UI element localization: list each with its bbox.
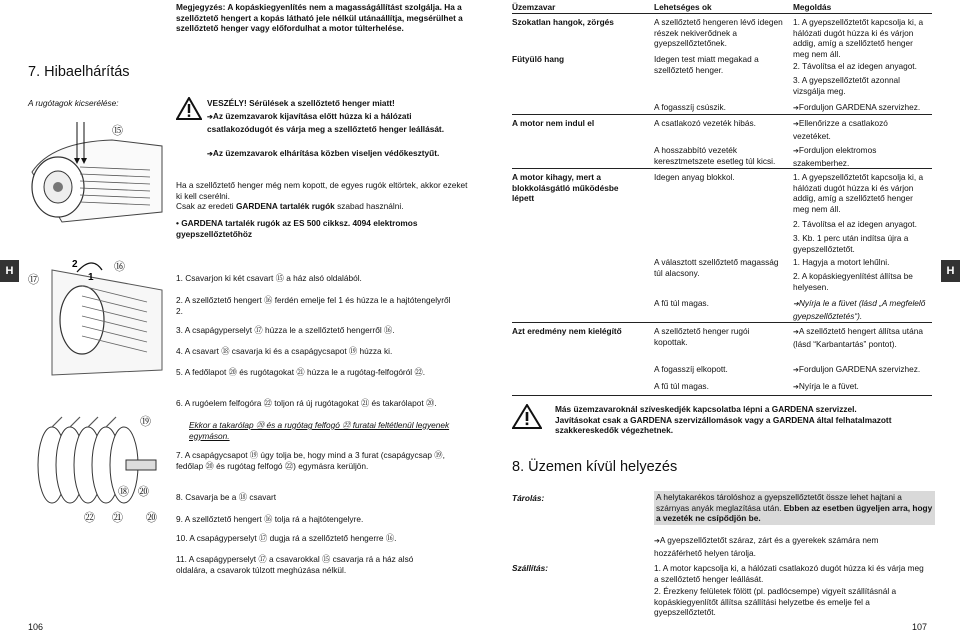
table-header-fault: Üzemzavar bbox=[512, 2, 556, 12]
figure-spring-stack bbox=[22, 405, 172, 535]
transport-step-2: 2. Érezkeny felületek fölött (pl. padlócsempe) vigyeít szállításnál a kopáskiegyenlítőt állítsa szállítási helyzetbe és emelje fel a gyepszellőztetőt. bbox=[654, 586, 897, 618]
storage-label: Tárolás: bbox=[512, 493, 545, 503]
bullet-text: GARDENA tartalék rugók az ES 500 cikksz. 4094 elektromos gyepszellőztetőhöz bbox=[176, 218, 418, 239]
wear-note: Megjegyzés: A kopáskiegyenlítés nem a magasságállítást szolgálja. Ha a szellőztető hengert a kopás látható jele nélkül utánaállítja, megsérülhet a szellőztető henger vagy előfordulhat a motor túlterhelése. bbox=[176, 2, 463, 34]
figure-label-16: ⑯ bbox=[114, 261, 125, 273]
step-7: 7. A csapágycsapot ⑲ úgy tolja be, hogy mind a 3 furat (csapágycsap ⑲, fedőlap ⑳ és rugótag felfogó ㉒) egymásra kerüljön. bbox=[176, 450, 445, 471]
cause-foreign-parts: A szellőztető hengeren lévő idegen részek nekiverődnek a gyepszellőztetőnek. bbox=[654, 17, 783, 49]
table-bottom-rule bbox=[512, 395, 932, 396]
step-5: 5. A fedőlapot ⑳ és rugótagokat ㉑ húzza le a rugótag-felfogóról ㉒. bbox=[176, 367, 426, 377]
table-header-cause: Lehetséges ok bbox=[654, 2, 712, 12]
step-10: 10. A csapágyperselyt ⑰ dugja rá a szellőztető hengerre ⑯. bbox=[176, 533, 397, 543]
fault-noise: Szokatlan hangok, zörgés bbox=[512, 17, 614, 27]
row-rule-2 bbox=[512, 168, 932, 169]
language-tab-left: H bbox=[0, 260, 19, 282]
fault-motor-no-start: A motor nem indul el bbox=[512, 118, 595, 128]
figure-label-18: ⑱ bbox=[118, 486, 129, 498]
fix-switch-off: 1. A gyepszellőztetőt kapcsolja ki, a hálózati dugót húzza ki és várjon addig, amíg a szellőztető henger meg nem áll. bbox=[793, 17, 924, 59]
cause-grass-high-1: A fű túl magas. bbox=[654, 298, 709, 308]
table-header-rule bbox=[512, 13, 932, 14]
fix-cool-motor: 1. Hagyja a motort lehűlni. bbox=[793, 257, 890, 267]
step-6-note: Ekkor a takarólap ⑳ és a rugótag felfogó ㉒ furatai feltétlenül legyenek egymáson. bbox=[189, 420, 450, 441]
cause-grass-high-2: A fű túl magas. bbox=[654, 381, 709, 391]
storage-info-box bbox=[654, 491, 935, 525]
figure-label-17: ⑰ bbox=[28, 274, 39, 286]
fix-electrician: ➔ Forduljon elektromos szakemberhez. bbox=[793, 145, 913, 168]
language-tab-right: H bbox=[941, 260, 960, 282]
fix-check-cable: ➔ Ellenőrizze a csatlakozó vezetéket. bbox=[793, 118, 913, 141]
spare-part-bullet bbox=[176, 218, 446, 239]
cause-blocked: Idegen anyag blokkol. bbox=[654, 172, 735, 182]
warning-item-1: ➔ Az üzemzavarok kijavítása előtt húzza ki a hálózati csatlakozódugót és várja meg a szellőztető henger leállását. bbox=[207, 111, 469, 134]
step-2: 2. A szellőztető hengert ⑯ ferdén emelje fel 1 és húzza le a hajtótengelyről 2. bbox=[176, 295, 451, 316]
warning-icon bbox=[176, 97, 202, 125]
step-4: 4. A csavart ⑱ csavarja ki és a csapágycsapot ⑲ húzza ki. bbox=[176, 346, 393, 356]
subsection-springs: A rugótagok kicserélése: bbox=[28, 98, 119, 108]
page-number-right: 107 bbox=[912, 622, 928, 632]
storage-text: A helytakarékos tárolóshoz a gyepszellőztetőt össze lehet hajtani a szárnyas anyák meglazítása után. bbox=[656, 492, 902, 513]
fix-mow-grass-2: ➔ Nyírja le a füvet. bbox=[793, 381, 931, 394]
cause-cable-faulty: A csatlakozó vezeték hibás. bbox=[654, 118, 756, 128]
fix-service-2: ➔ Forduljon GARDENA szervizhez. bbox=[793, 364, 931, 377]
fix-remove-foreign: 2. Távolítsa el az idegen anyagot. bbox=[793, 61, 917, 71]
fix-remove-foreign-2: 2. Távolítsa el az idegen anyagot. bbox=[793, 219, 917, 229]
figure-label-1: 1 bbox=[88, 272, 94, 283]
para2-pre: Csak az eredeti bbox=[176, 201, 236, 211]
warning-item-2: ➔ Az üzemzavarok elhárítása közben viseljen védőkesztyűt. bbox=[207, 148, 469, 161]
row-rule-1 bbox=[512, 114, 932, 115]
fault-bad-result: Azt eredmény nem kielégítő bbox=[512, 326, 622, 336]
step-9: 9. A szellőztető hengert ⑯ tolja rá a hajtótengelyre. bbox=[176, 514, 364, 524]
step-8: 8. Csavarja be a ⑱ csavart bbox=[176, 492, 277, 502]
transport-step-1: 1. A motor kapcsolja ki, a hálózati csatlakozó dugót húzza ki és várja meg a szellőztető henger leállását. bbox=[654, 563, 924, 584]
cause-extension-cable: A hosszabbító vezeték keresztmetszete esetleg túl kicsi. bbox=[654, 145, 776, 166]
cause-springs-worn: A szellőztető henger rugói kopottak. bbox=[654, 326, 750, 347]
fault-whistle: Fütyülő hang bbox=[512, 54, 565, 64]
storage-text-bold: Ebben az esetben ügyeljen arra, hogy a vezeték ne csípődjön be. bbox=[656, 502, 933, 524]
step-3: 3. A csapágyperselyt ⑰ húzza le a szellőztető hengerről ⑯. bbox=[176, 325, 395, 335]
fix-restart: 3. Kb. 1 perc után indítsa újra a gyepszellőztetőt. bbox=[793, 233, 909, 254]
figure-label-20b: ⑳ bbox=[146, 512, 157, 524]
figure-drum-removal bbox=[22, 112, 172, 245]
cause-belt-slips: A fogasszíj csúszik. bbox=[654, 102, 726, 112]
fix-switch-off-2: 1. A gyepszellőztetőt kapcsolja ki, a hálózati dugót húzza ki és várjon addig, amíg a szellőztető henger meg nem áll. bbox=[793, 172, 924, 214]
service-note: Más üzemzavaroknál szíveskedjék kapcsolatba lépni a GARDENA szervizzel. Javításokat csak a GARDENA szervizállomások vagy a GARDENA által felhatalmazott szakkereskedők végezhetnek. bbox=[555, 404, 892, 436]
figure-drum-lift bbox=[22, 250, 172, 390]
fix-inspect: 3. A gyepszellőztetőt azonnal vizsgálja meg. bbox=[793, 75, 901, 96]
fix-mow-grass-1: ➔ Nyírja le a füvet (lásd „A megfelelő gyepszellőztetés“). bbox=[793, 298, 931, 321]
paragraph-original-springs bbox=[176, 201, 468, 212]
info-warning-icon bbox=[512, 404, 542, 434]
cause-height-low: A választott szellőztető magasság túl alacsony. bbox=[654, 257, 779, 278]
transport-label: Szállítás: bbox=[512, 563, 548, 573]
bullet-dot: • bbox=[176, 218, 182, 228]
storage-instruction: ➔ A gyepszellőztetőt száraz, zárt és a gyerekek számára nem hozzáférhető helyen tárolja. bbox=[654, 535, 924, 558]
figure-label-15: ⑮ bbox=[112, 125, 123, 137]
section-title-decommission: 8. Üzemen kívül helyezés bbox=[512, 459, 678, 475]
figure-label-22: ㉒ bbox=[84, 512, 95, 524]
figure-label-19: ⑲ bbox=[140, 416, 151, 428]
fault-motor-stops: A motor kihagy, mert a blokkolásgátló működésbe lépett bbox=[512, 172, 619, 204]
warning-title: VESZÉLY! Sérülések a szellőztető henger miatt! bbox=[207, 98, 395, 108]
figure-label-21: ㉑ bbox=[112, 512, 123, 524]
para2-bold: GARDENA tartalék rugók bbox=[235, 201, 335, 211]
fix-wear-comp: 2. A kopáskiegyenlítést állítsa be helyesen. bbox=[793, 271, 913, 292]
fix-adjust-drum: ➔ A szellőztető hengert állítsa utána (lásd “Karbantartás” pontot). bbox=[793, 326, 931, 349]
fix-service-1: ➔ Forduljon GARDENA szervizhez. bbox=[793, 102, 931, 115]
cause-belt-worn: A fogasszíj elkopott. bbox=[654, 364, 728, 374]
step-6: 6. A rugóelem felfogóra ㉒ toljon rá új rugótagokat ㉑ és takarólapot ⑳. bbox=[176, 398, 437, 408]
cause-stuck: Idegen test miatt megakad a szellőztető henger. bbox=[654, 54, 759, 75]
step-1: 1. Csavarjon ki két csavart ⑮ a ház alsó oldalából. bbox=[176, 273, 362, 283]
step-11: 11. A csapágyperselyt ⑰ a csavarokkal ⑮ csavarja rá a ház alsó oldalára, a csavarok túlzott meghúzása nélkül. bbox=[176, 554, 414, 575]
table-header-fix: Megoldás bbox=[793, 2, 832, 12]
para2-post: szabad használni. bbox=[334, 201, 404, 211]
page-number-left: 106 bbox=[28, 622, 44, 632]
paragraph-broken-springs: Ha a szellőztető henger még nem kopott, de egyes rugók eltörtek, akkor ezeket ki kell cserélni. bbox=[176, 180, 468, 201]
figure-label-20a: ⑳ bbox=[138, 486, 149, 498]
section-title-troubleshooting: 7. Hibaelhárítás bbox=[28, 64, 130, 80]
figure-label-2: 2 bbox=[72, 259, 78, 270]
row-rule-3 bbox=[512, 322, 932, 323]
